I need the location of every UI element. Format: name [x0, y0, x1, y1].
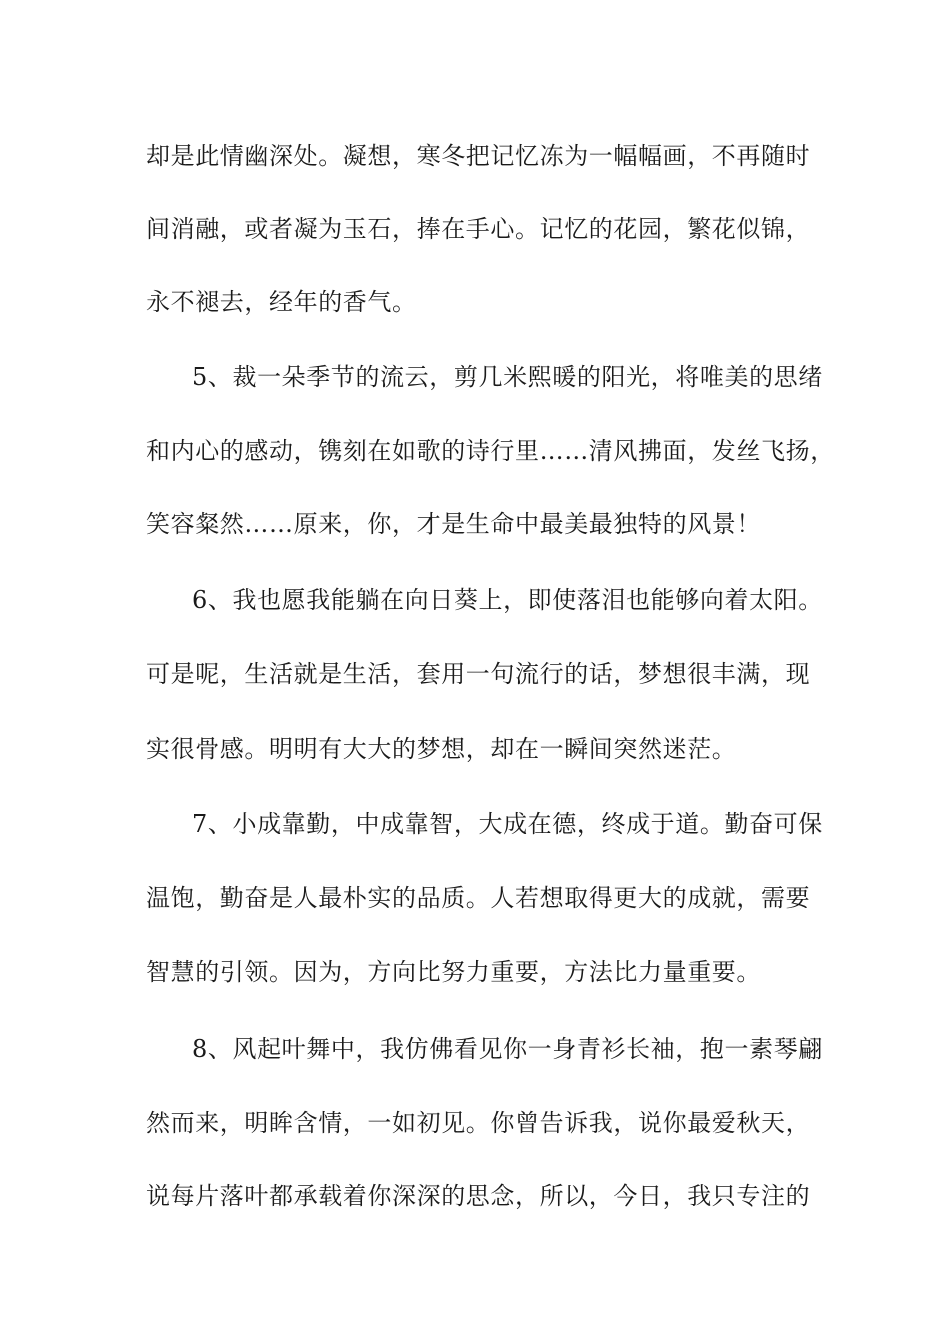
paragraph-5-start: 5、裁一朵季节的流云，剪几米熙暖的阳光，将唯美的思绪: [192, 363, 823, 391]
text-line: 笑容粲然……原来，你，才是生命中最美最独特的风景！: [146, 510, 761, 538]
text-line: 说每片落叶都承载着你深深的思念，所以，今日，我只专注的: [146, 1182, 811, 1210]
text-line: 然而来，明眸含情，一如初见。你曾告诉我，说你最爱秋天，: [146, 1109, 811, 1137]
paragraph-8-start: 8、风起叶舞中，我仿佛看见你一身青衫长袖，抱一素琴翩: [192, 1035, 823, 1063]
text-line: 间消融，或者凝为玉石，捧在手心。记忆的花园，繁花似锦，: [146, 215, 811, 243]
text-line: 智慧的引领。因为，方向比努力重要，方法比力量重要。: [146, 958, 761, 986]
text-line: 永不褪去，经年的香气。: [146, 288, 417, 316]
text-line: 温饱，勤奋是人最朴实的品质。人若想取得更大的成就，需要: [146, 884, 811, 912]
text-line: 可是呢，生活就是生活，套用一句流行的话，梦想很丰满，现: [146, 660, 811, 688]
text-line: 和内心的感动，镌刻在如歌的诗行里……清风拂面，发丝飞扬，: [146, 437, 835, 465]
text-line: 却是此情幽深处。凝想，寒冬把记忆冻为一幅幅画，不再随时: [146, 142, 811, 170]
text-line: 实很骨感。明明有大大的梦想，却在一瞬间突然迷茫。: [146, 735, 737, 763]
paragraph-6-start: 6、我也愿我能躺在向日葵上，即使落泪也能够向着太阳。: [192, 586, 823, 614]
paragraph-7-start: 7、小成靠勤，中成靠智，大成在德，终成于道。勤奋可保: [192, 810, 823, 838]
